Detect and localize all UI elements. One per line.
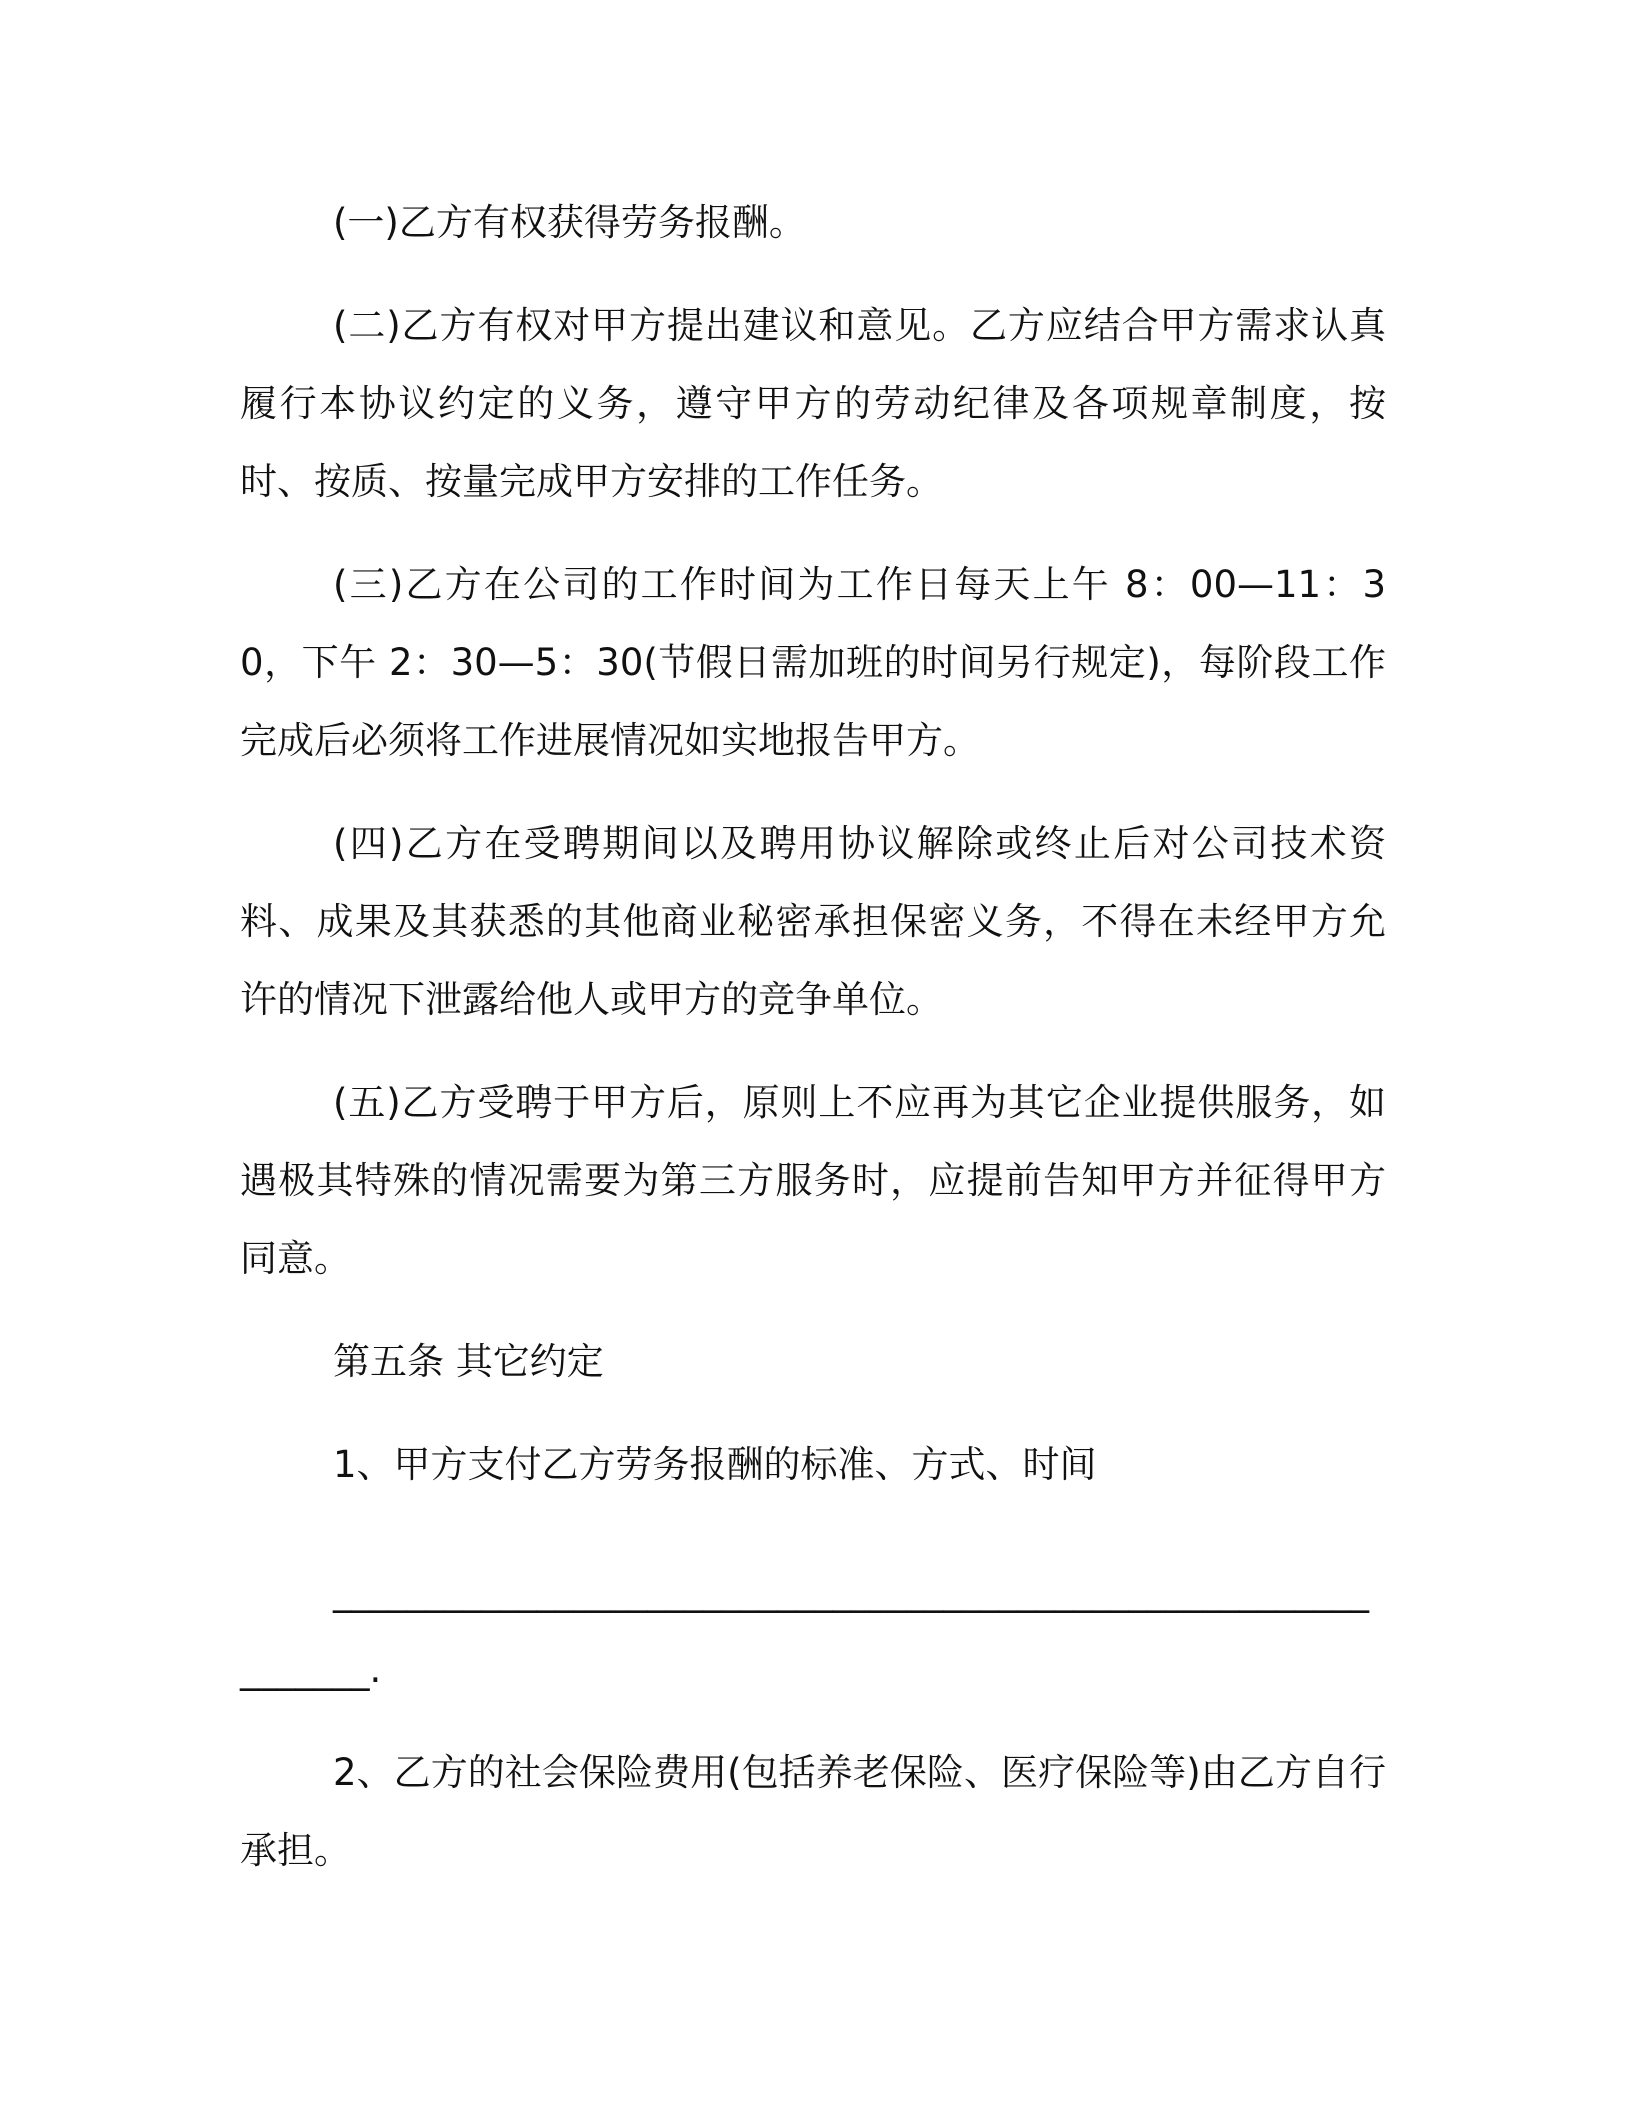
clause-1-right-to-remuneration: (一)乙方有权获得劳务报酬。 xyxy=(333,201,806,244)
spacer xyxy=(240,1529,1386,1553)
clause-5-no-other-employment: (五)乙方受聘于甲方后，原则上不应再为其它企业提供服务，如遇极其特殊的情况需要为第三方服务时，应提前告知甲方并征得甲方同意。 xyxy=(240,1081,1386,1280)
item-2-social-insurance: 2、乙方的社会保险费用(包括养老保险、医疗保险等)由乙方自行承担。 xyxy=(240,1751,1386,1872)
item-1-payment-terms: 1、甲方支付乙方劳务报酬的标准、方式、时间 xyxy=(333,1443,1097,1486)
clause-4-confidentiality: (四)乙方在受聘期间以及聘用协议解除或终止后对公司技术资料、成果及其获悉的其他商业秘密承担保密义务，不得在未经甲方允许的情况下泄露给他人或甲方的竞争单位。 xyxy=(240,822,1386,1021)
document-page xyxy=(240,184,1386,1915)
clause-3-working-hours: (三)乙方在公司的工作时间为工作日每天上午 8：00—11：30，下午 2：30—5：30(节假日需加班的时间另行规定)，每阶段工作完成后必须将工作进展情况如实地报告甲方。 xyxy=(240,563,1386,762)
clause-2-suggestions-and-duties: (二)乙方有权对甲方提出建议和意见。乙方应结合甲方需求认真履行本协议约定的义务，遵守甲方的劳动纪律及各项规章制度，按时、按质、按量完成甲方安排的工作任务。 xyxy=(240,304,1386,503)
article-5-heading: 第五条 其它约定 xyxy=(333,1340,604,1383)
item-1-blank-fill-line: _______________________________________________________________. xyxy=(240,1570,1369,1691)
